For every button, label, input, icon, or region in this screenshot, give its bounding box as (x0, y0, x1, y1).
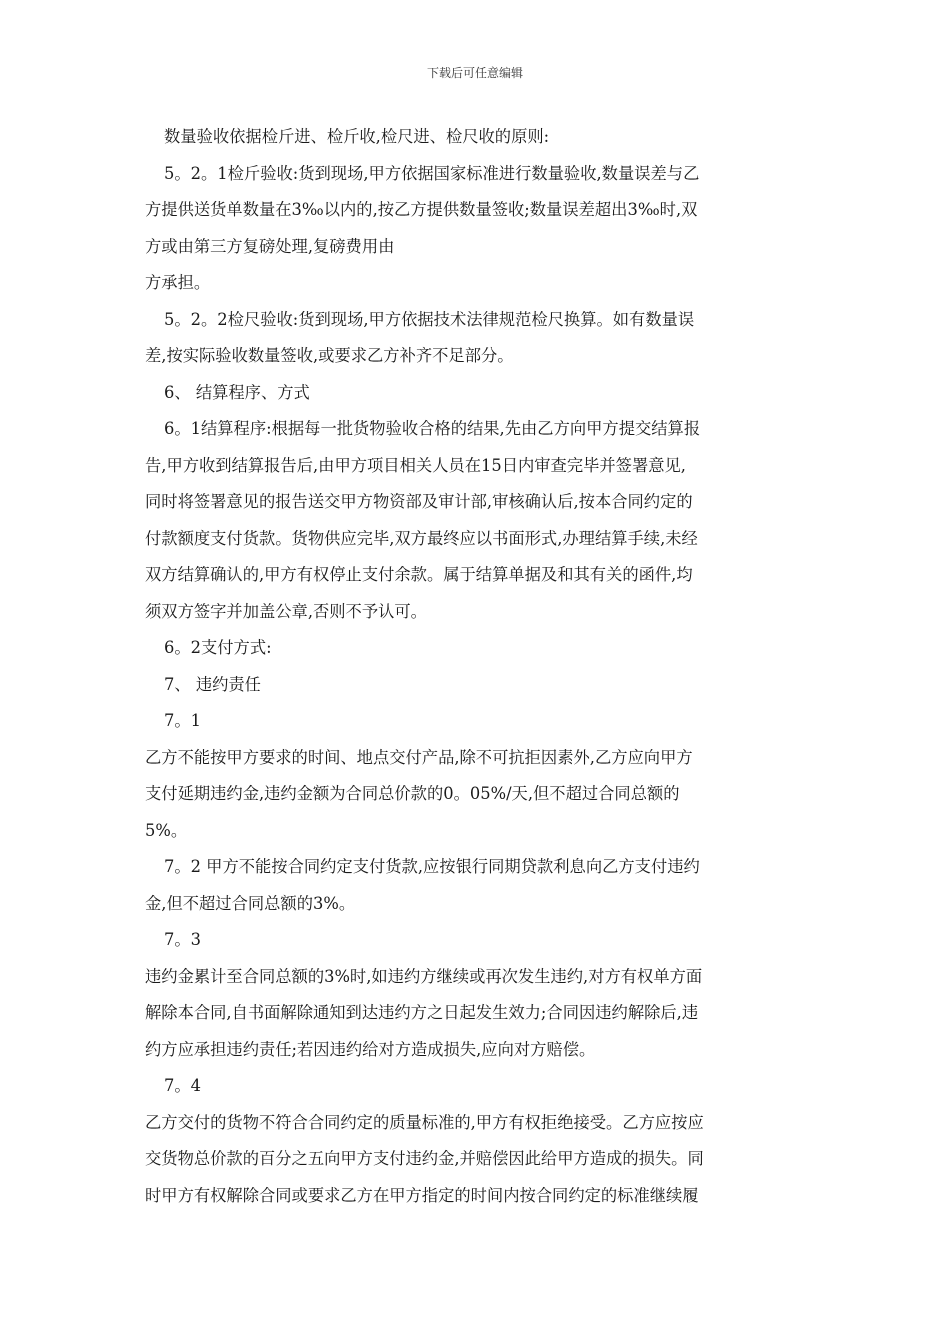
document-line: 违约金累计至合同总额的3%时,如违约方继续或再次发生违约,对方有权单方面 (145, 966, 703, 986)
document-line: 差,按实际验收数量签收,或要求乙方补齐不足部分。 (145, 346, 514, 365)
document-line: 方或由第三方复磅处理,复磅费用由 (145, 236, 395, 256)
document-line: 5%。 (145, 820, 188, 840)
document-line: 解除本合同,自书面解除通知到达违约方之日起发生效力;合同因违约解除后,违 (145, 1003, 699, 1022)
document-line: 告,甲方收到结算报告后,由甲方项目相关人员在15日内审查完毕并签署意见, (145, 455, 686, 475)
document-line: 方提供送货单数量在3‰以内的,按乙方提供数量签收;数量误差超出3‰时,双 (145, 200, 698, 219)
document-line: 付款额度支付货款。货物供应完毕,双方最终应以书面形式,办理结算手续,未经 (145, 528, 698, 548)
document-line: 时甲方有权解除合同或要求乙方在甲方指定的时间内按合同约定的标准继续履 (145, 1185, 699, 1205)
document-line: 支付延期违约金,违约金额为合同总价款的0。05%/天,但不超过合同总额的 (145, 784, 680, 803)
document-line: 交货物总价款的百分之五向甲方支付违约金,并赔偿因此给甲方造成的损失。同 (145, 1149, 704, 1168)
document-line: 乙方交付的货物不符合合同约定的质量标准的,甲方有权拒绝接受。乙方应按应 (145, 1112, 704, 1132)
document-line: 同时将签署意见的报告送交甲方物资部及审计部,审核确认后,按本合同约定的 (145, 492, 693, 511)
document-line: 金,但不超过合同总额的3%。 (145, 893, 356, 913)
document-line: 7。4 (164, 1076, 201, 1095)
document-line: 方承担。 (145, 273, 211, 292)
document-line: 6。1结算程序:根据每一批货物验收合格的结果,先由乙方向甲方提交结算报 (164, 419, 701, 438)
document-line: 7、 违约责任 (164, 674, 261, 694)
document-line: 数量验收依据检斤进、检斤收,检尺进、检尺收的原则: (164, 127, 550, 146)
document-line: 乙方不能按甲方要求的时间、地点交付产品,除不可抗拒因素外,乙方应向甲方 (145, 747, 693, 767)
document-line: 6、 结算程序、方式 (164, 382, 310, 402)
document-line: 7。2 甲方不能按合同约定支付货款,应按银行同期贷款利息向乙方支付违约 (164, 857, 700, 876)
document-line: 7。1 (164, 711, 201, 730)
document-line: 须双方签字并加盖公章,否则不予认可。 (145, 601, 427, 621)
document-line: 5。2。2检尺验收:货到现场,甲方依据技术法律规范检尺换算。如有数量误 (164, 309, 695, 329)
document-line: 6。2支付方式: (164, 638, 272, 657)
document-body (145, 119, 809, 1214)
document-line: 双方结算确认的,甲方有权停止支付余款。属于结算单据及和其有关的函件,均 (145, 565, 693, 584)
document-line: 5。2。1检斤验收:货到现场,甲方依据国家标准进行数量验收,数量误差与乙 (164, 163, 700, 183)
document-line: 约方应承担违约责任;若因违约给对方造成损失,应向对方赔偿。 (145, 1039, 596, 1059)
page-header-note: 下载后可任意编辑 (426, 66, 523, 80)
document-line: 7。3 (164, 930, 201, 949)
